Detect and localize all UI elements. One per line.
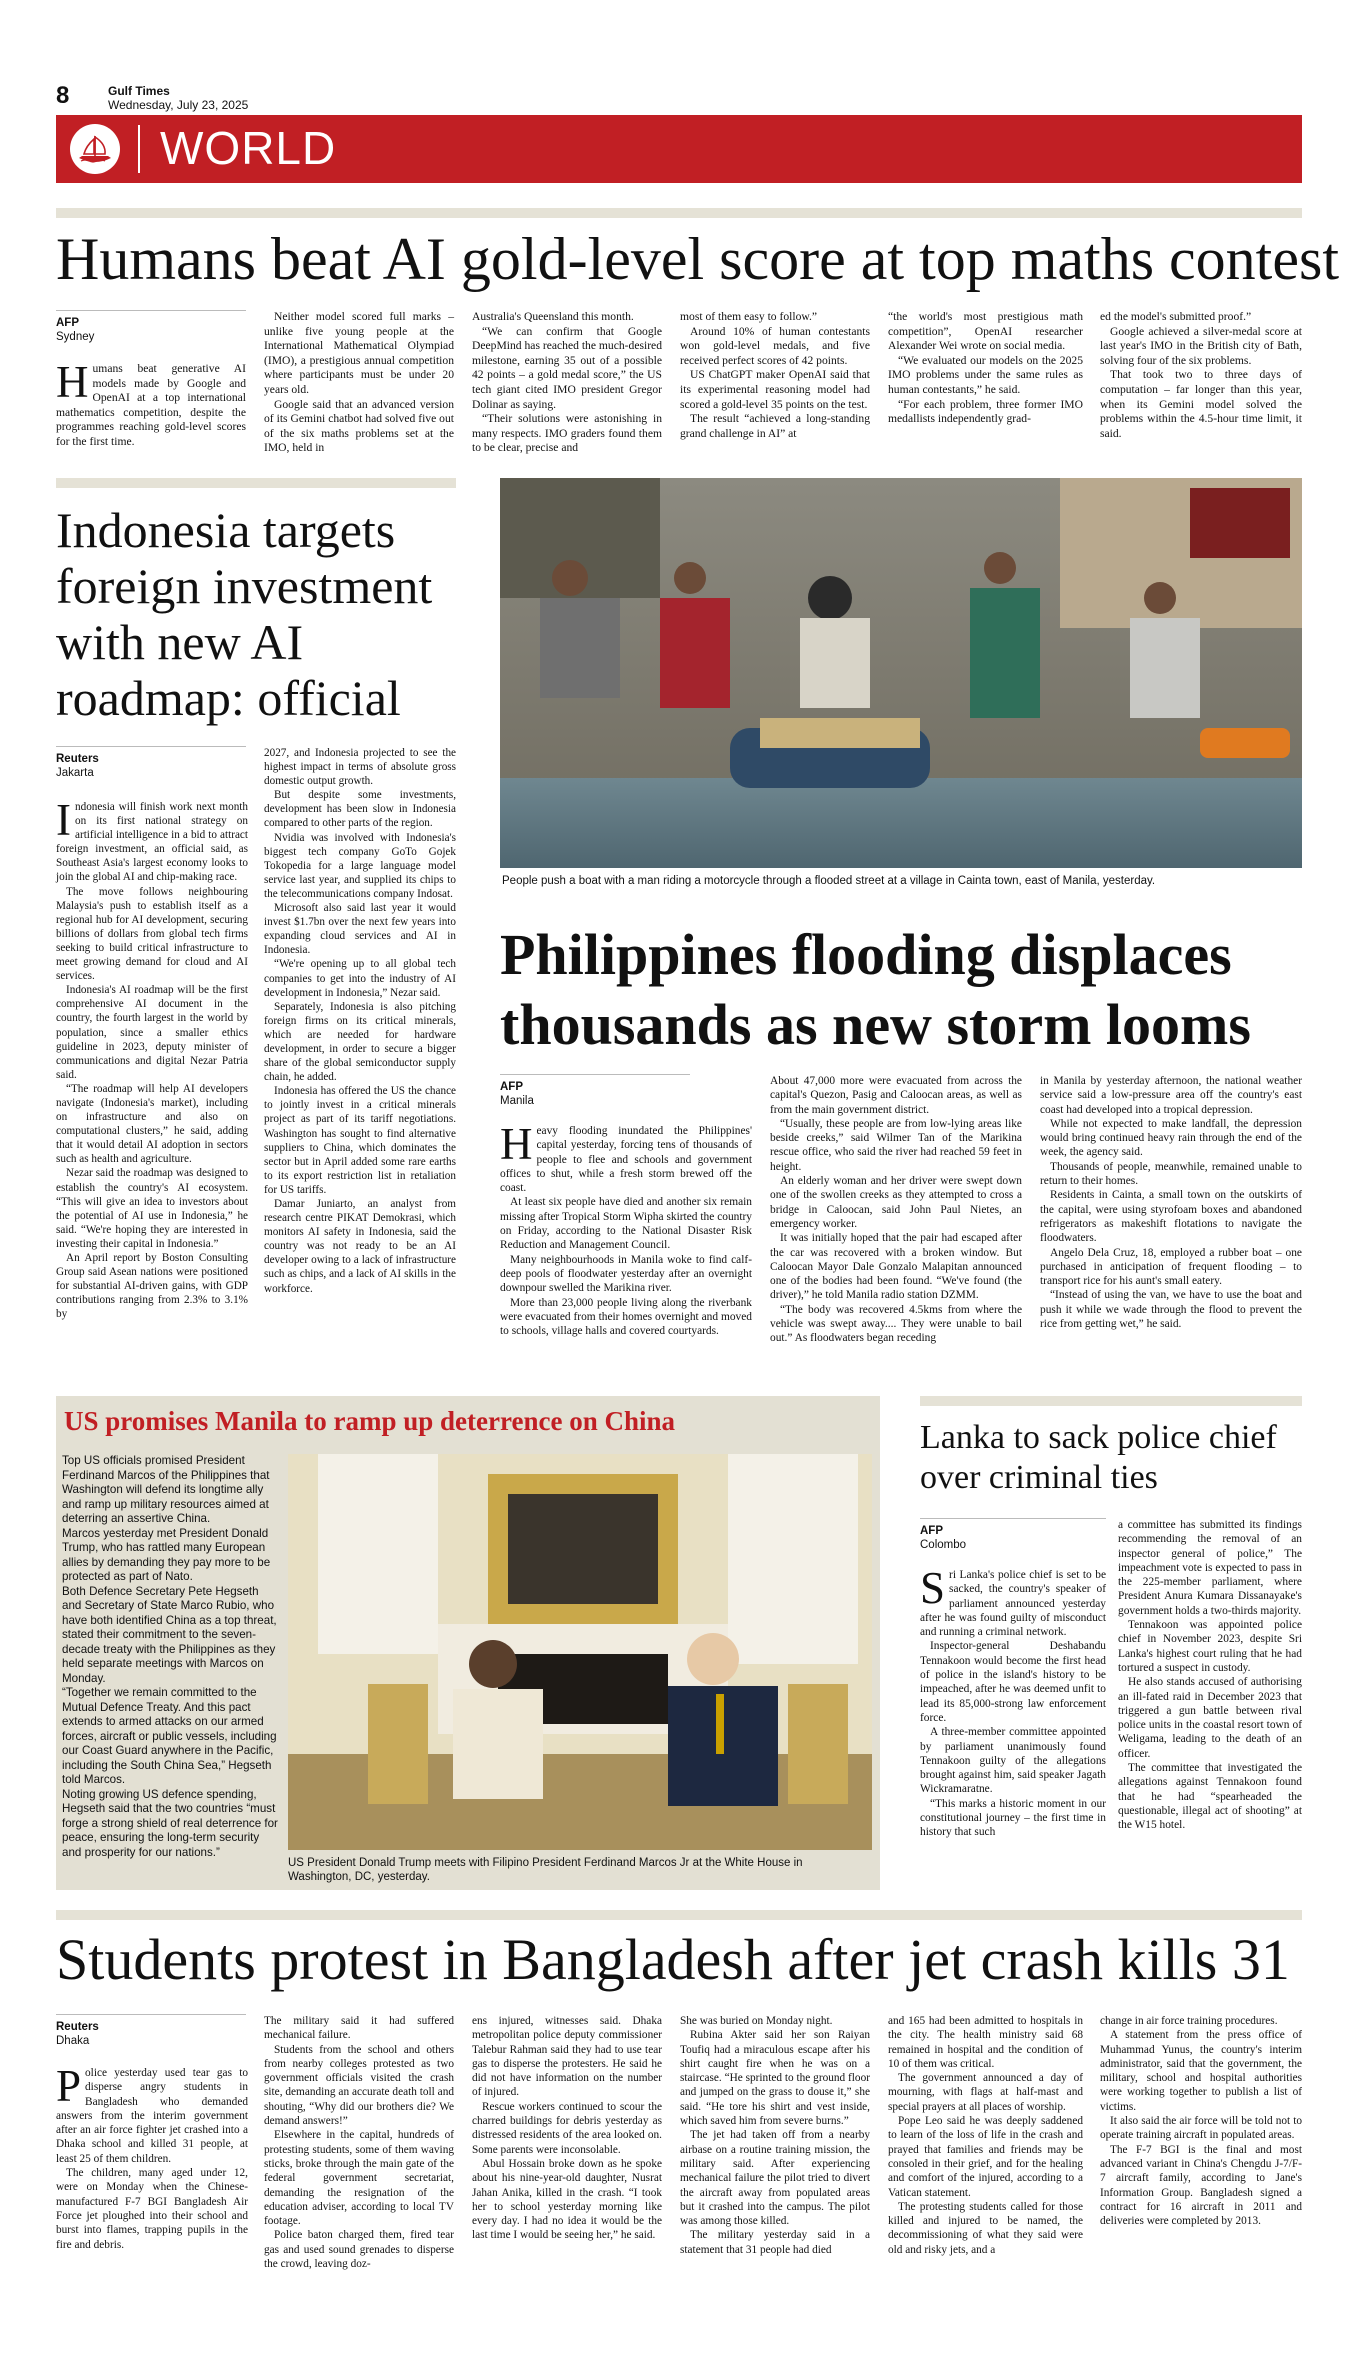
paragraph: An April report by Boston Consulting Group said Asean nations were positioned for substantial AI-driven gains, with GDP contributions ranging from 2.3% to 3.1% by [56, 1252, 248, 1321]
paragraph: The F-7 BGI is the final and most advanced variant in China's Chengdu J-7/F-7 aircraft family, according to Jane's Information Group. Bangladesh signed a contract for 16 aircraft in 2011 and deliveries were completed by 2013. [1100, 2143, 1302, 2228]
paragraph: and 165 had been admitted to hospitals in the city. The health ministry said 68 remained in hospital and the condition of 10 of them was critical. [888, 2015, 1083, 2070]
paragraph: ri Lanka's police chief is set to be sacked, the country's speaker of parliament announced yesterday after he was found guilty of misconduct and running a criminal network. [920, 1569, 1106, 1639]
paragraph: Around 10% of human contestants won gold-level medals, and five received perfect scores of 42 points. [680, 324, 870, 367]
paragraph: ens injured, witnesses said. Dhaka metropolitan police deputy commissioner Talebur Rahman said they had to use tear gas to disperse the protesters. He said he did not have information on the number of injured. [472, 2015, 662, 2099]
paragraph: Nvidia was involved with Indonesia's biggest tech company GoTo Gojek Tokopedia for a large language model service last year, and supplied its chips to the telecommunications company Indosat. [264, 831, 456, 900]
dateline: Manila [500, 1095, 534, 1107]
headline-lanka: Lanka to sack police chief over criminal ties [920, 1419, 1277, 1496]
paragraph: The children, many aged under 12, were on Monday when the Chinese-manufactured F-7 BGI Bangladesh Air Force jet ploughed into their school and burst into flames, trapping pupils in the fire and debris. [56, 2167, 248, 2251]
article-column [264, 310, 454, 456]
paragraph: umans beat generative AI models made by Google and OpenAI at a top international mathematics competition, despite the programmes reaching gold-level scores for the first time. [56, 362, 246, 448]
paragraph: Neither model scored full marks – unlike five young people at the International Mathematical Olympiad (IMO), a prestigious annual competition where participants must be under 20 years old. [264, 310, 454, 396]
dateline: Colombo [920, 1539, 967, 1551]
paragraph: Australia's Queensland this month. [472, 310, 634, 323]
paragraph: An elderly woman and her driver were swept down one of the swollen creeks as they attempted to cross a bridge in Caloocan, said John Paul Nietes, an emergency worker. [770, 1175, 1022, 1230]
article-column [56, 2061, 248, 2252]
paper-name: Gulf Times [108, 84, 170, 98]
paragraph: It also said the air force will be told not to operate training aircraft in populated areas. [1100, 2115, 1302, 2142]
dateline: Sydney [56, 331, 95, 343]
paragraph: The move follows neighbouring Malaysia's push to establish itself as a regional hub for AI development, securing billions of dollars from global tech firms seeking to build critical infrastructure to meet growing demand for cloud and AI services. [56, 885, 248, 983]
paragraph: “the world's most prestigious math competition”, OpenAI researcher Alexander Wei wrote on social media. [888, 310, 1083, 353]
byline-maths [56, 316, 94, 344]
paragraph: “For each problem, three former IMO medallists independently grad- [888, 397, 1083, 426]
paragraph: She was buried on Monday night. [680, 2015, 833, 2027]
paragraph: Google said that an advanced version of its Gemini chatbot had solved five out of the six maths problems set at the IMO, held in [264, 397, 454, 455]
paragraph: Elsewhere in the capital, hundreds of protesting students, some of them waving sticks, broke through the main gate of the federal government secretariat, demanding the resignation of the education adviser, according to local TV footage. [264, 2129, 454, 2228]
white-house-photo-caption: US President Donald Trump meets with Filipino President Ferdinand Marcos Jr at the White House in Washington, DC, yesterday. [288, 1857, 803, 1883]
paragraph: The jet had taken off from a nearby airbase on a routine training mission, the military said. After experiencing mechanical failure the pilot tried to divert the aircraft away from populated areas but it crashed into the campus. The pilot was among those killed. [680, 2129, 870, 2228]
paragraph: 2027, and Indonesia projected to see the highest impact in terms of absolute gross domestic output growth. [264, 747, 456, 788]
page-number: 8 [56, 82, 70, 109]
paragraph: Tennakoon was appointed police chief in November 2023, despite Sri Lanka's highest court ruling that he had tortured a suspect in custody. [1118, 1619, 1302, 1674]
paragraph: “We're opening up to all global tech companies to get into the industry of AI development in Indonesia,” Nezar said. [264, 958, 456, 999]
agency: Reuters [56, 753, 99, 765]
headline-deterrence: US promises Manila to ramp up deterrence on China [64, 1406, 676, 1436]
article-column [1118, 1518, 1302, 1833]
article-column [1040, 1074, 1302, 1331]
paragraph: At least six people have died and another six remain missing after Tropical Storm Wipha skirted the country on Friday, according to the National Disaster Risk Reduction and Management Council. [500, 1196, 752, 1252]
paragraph: Thousands of people, meanwhile, remained unable to return to their homes. [1040, 1160, 1302, 1188]
paragraph: While not expected to make landfall, the depression would bring continued heavy rain through the end of the week, the agency said. [1040, 1117, 1302, 1159]
drop-cap: H [56, 357, 89, 407]
flood-photo [500, 478, 1302, 868]
byline-rule [500, 1074, 690, 1075]
paragraph: change in air force training procedures. [1100, 2015, 1278, 2027]
dhow-logo-icon [70, 124, 120, 174]
paragraph: Rescue workers continued to scour the charred buildings for debris yesterday as distressed residents of the area looked on. Some parents were inconsolable. [472, 2100, 662, 2156]
paragraph: US ChatGPT maker OpenAI said that its experimental reasoning model had scored a gold-level 35 points on the test. [680, 368, 870, 411]
white-house-photo [288, 1454, 872, 1850]
paragraph: Indonesia has offered the US the chance to jointly invest in a critical minerals project as part of its tariff negotiations. Washington has sought to find alternative suppliers to China, which dominates the sector but in April added some rare earths to its export restriction list in retaliation for US tariffs. [264, 1085, 456, 1196]
headline-philippines: Philippines flooding displaces thousands as new storm looms [500, 922, 1251, 1057]
paragraph: “Instead of using the van, we have to use the boat and push it while we wade through the flood to prevent the rice from getting wet,” he said. [1040, 1289, 1302, 1331]
byline-rule [56, 310, 246, 311]
paragraph: Separately, Indonesia is also pitching foreign firms on its critical minerals, which are needed for hardware development, in order to secure a bigger share of the global semiconductor supply chain, he added. [264, 1000, 456, 1084]
paragraph: eavy flooding inundated the Philippines' capital yesterday, forcing tens of thousands of people to flee and schools and government offices to shut, while a fresh storm brewed off the coast. [500, 1125, 752, 1195]
article-column [1100, 310, 1302, 441]
article-column [472, 310, 662, 456]
byline-bangladesh [56, 2020, 99, 2048]
paragraph: “Their solutions were astonishing in many respects. IMO graders found them to be clear, precise and [472, 412, 662, 455]
paragraph: More than 23,000 people living along the riverbank were evacuated from their homes overnight and moved to schools, village halls and covered courtyards. [500, 1296, 752, 1338]
paragraph: Indonesia's AI roadmap will be the first comprehensive AI document in the country, the fourth largest in the world by population, since a smaller ethics guideline in 2023, deputy minister of communications and digital Nezar Patria said. [56, 984, 248, 1081]
paragraph: A three-member committee appointed by parliament unanimously found Tennakoon guilty of the allegations brought against him, said speaker Jagath Wickramaratne. [920, 1726, 1106, 1796]
paragraph: Damar Juniarto, an analyst from research centre PIKAT Demokrasi, which monitors AI safety in Indonesia, said the country was not ready to be an AI developer owing to a lack of infrastructure such as chips, and a lack of AI skills in the workforce. [264, 1198, 456, 1295]
article-column [770, 1074, 1022, 1346]
paragraph: That took two to three days of computation – far longer than this year, when its Gemini model solved the problems within the 4.5-hour time limit, it said. [1100, 368, 1302, 440]
paragraph: Abul Hossain broke down as he spoke about his nine-year-old daughter, Nusrat Jahan Anika, killed in the crash. “I took her to school yesterday morning like every day. I had no idea it would be the last time I would be seeing her,” he said. [472, 2157, 662, 2242]
story-rule [56, 1910, 1302, 1920]
article-column [500, 1119, 752, 1338]
paragraph: most of them easy to follow.” [680, 310, 818, 323]
paragraph: Noting growing US defence spending, Hegseth said that the two countries “must forge a strong shield of real deterrence for peace, ensuring the long-term security and prosperity for our nations.” [62, 1787, 278, 1859]
paragraph: A statement from the press office of Muhammad Yunus, the country's interim administrator, said that the government, the military, school and hospital authorities were working together to publish a list of victims. [1100, 2029, 1302, 2113]
byline-philippines [500, 1080, 534, 1108]
paragraph: Top US officials promised President Ferdinand Marcos of the Philippines that Washington will defend its longtime ally and ramp up military resources aimed at deterring an assertive China. [62, 1454, 270, 1525]
dateline: Jakarta [56, 767, 94, 779]
paragraph: olice yesterday used tear gas to disperse angry students in Bangladesh who demanded answers from the interim government after an air force fighter jet crashed into a Dhaka school and killed 31 people, at least 25 of them children. [56, 2067, 248, 2165]
paragraph: “We evaluated our models on the 2025 IMO problems under the same rules as human contestants,” he said. [888, 353, 1083, 396]
section-banner [56, 115, 1302, 183]
paragraph: The result “achieved a long-standing grand challenge in AI” at [680, 412, 870, 440]
paragraph: It was initially hoped that the pair had escaped after the car was recovered with a broken window. But Caloocan Mayor Dale Gonzalo Malapitan announced one of the bodies had been found. “We've found (the driver),” he told Manila radio station DZMM. [770, 1232, 1022, 1302]
masthead [108, 84, 248, 112]
paragraph: The committee that investigated the allegations against Tennakoon found that he had “spearheaded the questionable, illegal act of shooting” at the W15 hotel. [1118, 1762, 1302, 1832]
byline-rule [920, 1518, 1106, 1519]
flood-photo-caption: People push a boat with a man riding a motorcycle through a flooded street at a village in Cainta town, east of Manila, yesterday. [502, 875, 1156, 887]
article-column [472, 2014, 662, 2243]
drop-cap: I [56, 795, 71, 845]
article-column [264, 2014, 454, 2271]
byline-rule [56, 746, 246, 747]
paragraph: Rubina Akter said her son Raiyan Toufiq had a miraculous escape after his shirt caught fire when he was on a staircase. “He sprinted to the ground floor and jumped on the grass to douse it,” she said. “He tore his shirt and vest inside, which saved him from severe burns.” [680, 2029, 870, 2128]
article-column [920, 1563, 1106, 1840]
paragraph: ed the model's submitted proof.” [1100, 310, 1252, 323]
article-column [680, 2014, 870, 2257]
paragraph: Pope Leo said he was deeply saddened to learn of the loss of life in the crash and prayed that families and friends may be consoled in their grief, and for the healing and comfort of the injured, according to a Vatican statement. [888, 2115, 1083, 2199]
headline-bangladesh: Students protest in Bangladesh after jet crash kills 31 [56, 1927, 1290, 1992]
paragraph: But despite some investments, development has been slow in Indonesia compared to other parts of the region. [264, 789, 456, 830]
paragraph: The protesting students called for those killed and injured to be named, the decommissioning of what they said were old and risky jets, and a [888, 2200, 1083, 2256]
drop-cap: H [500, 1119, 533, 1169]
paragraph: “Together we remain committed to the Mutual Defence Treaty. And this pact extends to armed attacks on our armed forces, aircraft or public vessels, including our Coast Guard anywhere in the Pacific, including the South China Sea,” Hegseth told Marcos. [62, 1686, 277, 1786]
paragraph: Students from the school and others from nearby colleges protested as two government officials visited the crash site, demanding an accurate death toll and shouting, “Why did our brothers die? We demand answers!” [264, 2043, 454, 2128]
story-rule [920, 1396, 1302, 1406]
story-rule [56, 478, 456, 488]
paragraph: Residents in Cainta, a small town on the outskirts of the capital, were using styrofoam boxes and abandoned refrigerators as makeshift flotations to navigate the floodwaters. [1040, 1189, 1302, 1245]
paragraph: Nezar said the roadmap was designed to establish the country's AI ecosystem. “This will give an idea to investors about the potential of AI use in Indonesia,” he said. “We're hoping they are interested in investing their capital in Indonesia.” [56, 1167, 248, 1250]
paragraph: “Usually, these people are from low-lying areas like beside creeks,” said Wilmer Tan of the Marikina rescue office, who said the river had reached 59 feet in height. [770, 1117, 1022, 1173]
drop-cap: P [56, 2061, 82, 2111]
byline-indonesia [56, 752, 99, 780]
paragraph: Microsoft also said last year it would invest $1.7bn over the next few years into expanding cloud services and AI in Indonesia. [264, 902, 456, 957]
paragraph: Many neighbourhoods in Manila woke to find calf-deep pools of floodwater yesterday after an overnight downpour swelled the Marikina river. [500, 1253, 752, 1295]
agency: AFP [56, 317, 79, 329]
issue-date: Wednesday, July 23, 2025 [108, 98, 249, 112]
paragraph: Angelo Dela Cruz, 18, employed a rubber boat – one purchased in anticipation of frequent flooding – to transport rice for his aunt's small eatery. [1040, 1246, 1302, 1288]
paragraph: Google achieved a silver-medal score at last year's IMO in the British city of Bath, solving four of the six problems. [1100, 324, 1302, 367]
article-column [264, 746, 456, 1296]
agency: AFP [500, 1081, 523, 1093]
byline-lanka [920, 1524, 966, 1552]
paragraph: “We can confirm that Google DeepMind has reached the much-desired milestone, earning 35 out of a possible 42 points – a gold medal score,” the US tech giant cited IMO president Gregor Dolinar as saying. [472, 324, 662, 411]
article-column [680, 310, 870, 441]
deterrence-text [62, 1454, 280, 1860]
paragraph: Inspector-general Deshabandu Tennakoon would become the first head of police in the island's history to be impeached, after he was deemed unfit to lead its 85,000-strong law enforcement force. [920, 1640, 1106, 1724]
paragraph: “The roadmap will help AI developers navigate (Indonesia's market), including on infrastructure and also on computational clusters,” he said, adding that it would detail AI adoption in sectors such as health and agriculture. [56, 1082, 248, 1166]
agency: Reuters [56, 2021, 99, 2033]
headline-maths: Humans beat AI gold-level score at top maths contest [56, 226, 1339, 292]
paragraph: Marcos yesterday met President Donald Trump, who has rattled many European allies by demanding they pay more to be protected as part of Nato. [62, 1526, 271, 1583]
paragraph: Police baton charged them, fired tear gas and used sound grenades to disperse the crowd, leaving doz- [264, 2229, 454, 2271]
agency: AFP [920, 1525, 943, 1537]
paragraph: “This marks a historic moment in our constitutional journey – the first time in history that such [920, 1797, 1106, 1839]
paragraph: The military said it had suffered mechanical failure. [264, 2015, 454, 2042]
article-column [1100, 2014, 1302, 2228]
article-column [56, 357, 246, 450]
article-column [888, 310, 1083, 427]
paragraph: He also stands accused of authorising an ill-fated raid in December 2023 that triggered a gun battle between rival police units in the coastal resort town of Weligama, leading to the death of an officer. [1118, 1676, 1302, 1760]
byline-rule [56, 2014, 246, 2015]
paragraph: ndonesia will finish work next month on its first national strategy on artificial intelligence in a bid to attract foreign investment, an official said, as Southeast Asia's largest economy looks to join the global AI and chip-making race. [56, 801, 248, 884]
deterrence-box [56, 1396, 880, 1890]
drop-cap: S [920, 1563, 946, 1613]
dateline: Dhaka [56, 2035, 90, 2047]
headline-indonesia: Indonesia targets foreign investment with new AI roadmap: official [56, 502, 433, 726]
paragraph: Both Defence Secretary Pete Hegseth and Secretary of State Marco Rubio, who have both identified China as a top threat, stated their commitment to the seven-decade treaty with the Philippines as they held separate meetings with Marcos on Monday. [62, 1584, 277, 1685]
paragraph: The government announced a day of mourning, with flags at half-mast and special prayers at all places of worship. [888, 2072, 1083, 2113]
banner-divider [138, 125, 140, 173]
paragraph: “The body was recovered 4.5kms from where the vehicle was swept away.... They were unable to bail out.” As floodwaters began receding [770, 1303, 1022, 1345]
paragraph: in Manila by yesterday afternoon, the national weather service said a low-pressure area off the country's east coast had developed into a tropical depression. [1040, 1075, 1302, 1116]
paragraph: The military yesterday said in a statement that 31 people had died [680, 2229, 870, 2256]
section-name: WORLD [160, 122, 337, 174]
story-rule [56, 208, 1302, 218]
article-column [888, 2014, 1083, 2257]
paragraph: About 47,000 more were evacuated from across the capital's Quezon, Pasig and Caloocan areas, as well as from the main government district. [770, 1075, 1022, 1116]
paragraph: a committee has submitted its findings recommending the removal of an inspector general of police,” The impeachment vote is expected to pass in the 225-member parliament, where President Anura Kumara Dissanayake's government holds a two-thirds majority. [1118, 1519, 1302, 1617]
article-column [56, 795, 248, 1321]
